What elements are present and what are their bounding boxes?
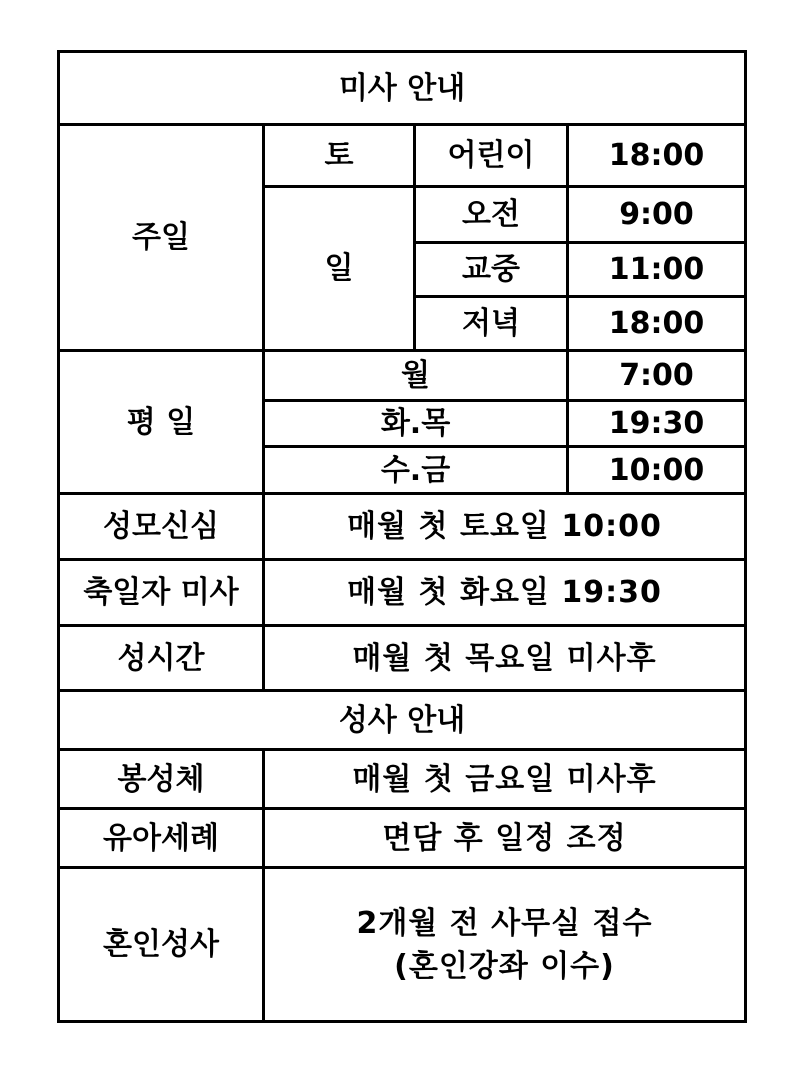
sunday-mass-time: 9:00 xyxy=(568,187,746,243)
sunday-label: 주일 xyxy=(59,125,264,351)
sacrament-value-line: (혼인강좌 이수) xyxy=(394,948,615,984)
sunday-mass-time: 11:00 xyxy=(568,243,746,297)
sacrament-section-title: 성사 안내 xyxy=(59,691,746,750)
devotion-label: 성시간 xyxy=(59,626,264,691)
devotion-label: 성모신심 xyxy=(59,494,264,560)
sacrament-value: 매월 첫 금요일 미사후 xyxy=(264,750,746,809)
devotion-value: 매월 첫 토요일 10:00 xyxy=(264,494,746,560)
saturday-day: 토 xyxy=(264,125,415,187)
sacrament-value xyxy=(264,868,746,1022)
devotion-value: 매월 첫 목요일 미사후 xyxy=(264,626,746,691)
weekday-mass-time: 19:30 xyxy=(568,401,746,447)
sacrament-value: 면담 후 일정 조정 xyxy=(264,809,746,868)
weekday-mass-time: 10:00 xyxy=(568,447,746,494)
sacrament-label: 유아세례 xyxy=(59,809,264,868)
sunday-mass-type: 오전 xyxy=(415,187,568,243)
saturday-mass-type: 어린이 xyxy=(415,125,568,187)
sunday-mass-type: 교중 xyxy=(415,243,568,297)
devotion-label: 축일자 미사 xyxy=(59,560,264,626)
weekday-label: 평 일 xyxy=(59,351,264,494)
sacrament-label: 혼인성사 xyxy=(59,868,264,1022)
weekday-day: 화.목 xyxy=(264,401,568,447)
sunday-mass-time: 18:00 xyxy=(568,297,746,351)
weekday-day: 수.금 xyxy=(264,447,568,494)
devotion-value: 매월 첫 화요일 19:30 xyxy=(264,560,746,626)
mass-section-title: 미사 안내 xyxy=(59,52,746,125)
saturday-mass-time: 18:00 xyxy=(568,125,746,187)
weekday-day: 월 xyxy=(264,351,568,401)
sacrament-value-line: 2개월 전 사무실 접수 xyxy=(356,905,653,941)
sacrament-label: 봉성체 xyxy=(59,750,264,809)
sunday-mass-type: 저녁 xyxy=(415,297,568,351)
weekday-mass-time: 7:00 xyxy=(568,351,746,401)
mass-schedule-table xyxy=(57,50,747,1023)
sunday-day: 일 xyxy=(264,187,415,351)
